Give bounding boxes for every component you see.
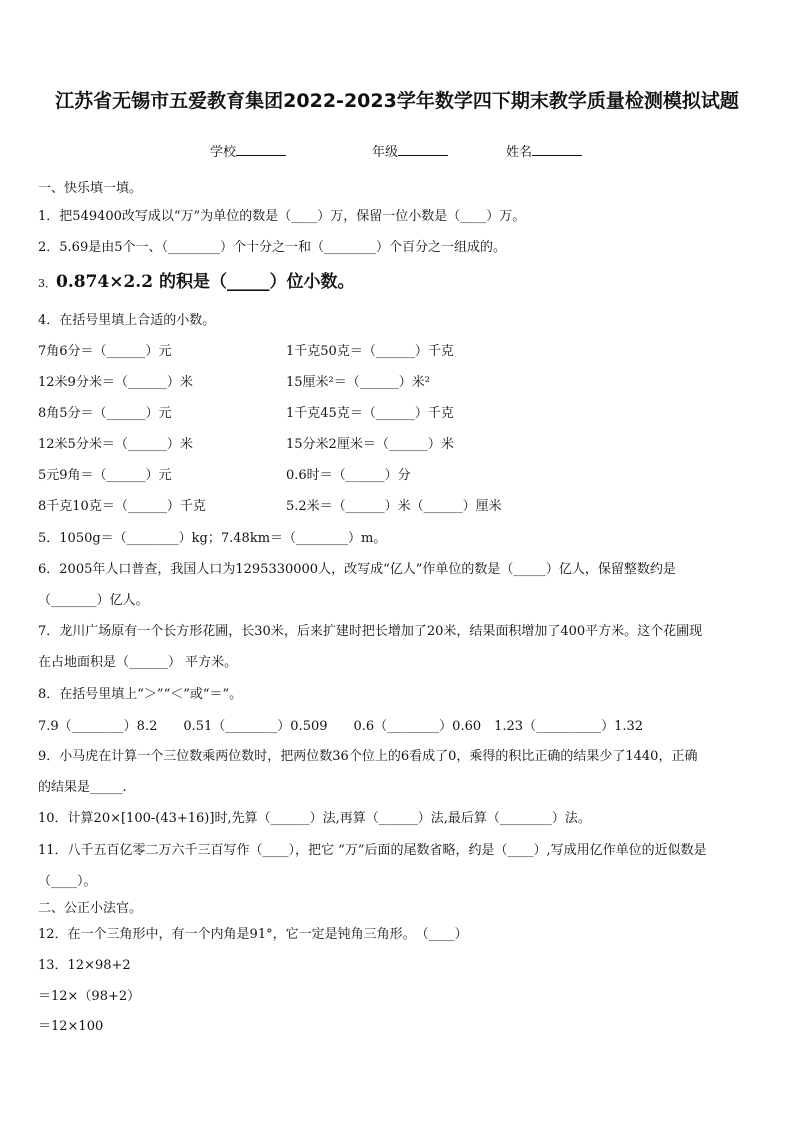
question-9-line-1: 9．小马虎在计算一个三位数乘两位数时，把两位数36个位上的6看成了0，乘得的积比正确的结果少了1440，正确 <box>38 749 698 764</box>
q4-left-item: 8千克10克＝（______）千克 <box>38 499 206 514</box>
q4-right-item: 15分米2厘米＝（______）米 <box>286 437 454 452</box>
grade-blank <box>398 143 448 156</box>
name-label: 姓名 <box>506 145 533 160</box>
school-label: 学校 <box>210 145 237 160</box>
school-blank <box>236 143 286 156</box>
q4-left-item: 12米9分米＝（______）米 <box>38 375 193 390</box>
section-1-heading: 一、快乐填一填。 <box>38 181 143 196</box>
school-field <box>210 141 286 160</box>
section-2-heading: 二、公正小法官。 <box>38 901 143 916</box>
name-field <box>506 141 582 160</box>
question-5: 5．1050g＝（________）kg；7.48km＝（________）m。 <box>38 531 387 546</box>
question-3-text: 0.874×2.2 的积是（_____）位小数。 <box>56 272 355 292</box>
question-2: 2．5.69是由5个一、（________）个十分之一和（________）个百分之一组成的。 <box>38 240 506 255</box>
q4-right-item: 1千克45克＝（______）千克 <box>286 406 454 421</box>
question-12: 12．在一个三角形中，有一个内角是91°，它一定是钝角三角形。 （____） <box>38 927 468 942</box>
q4-left-item: 12米5分米＝（______）米 <box>38 437 193 452</box>
document-title: 江苏省无锡市五爱教育集团2022-2023学年数学四下期末教学质量检测模拟试题 <box>55 90 739 112</box>
q4-right-item: 0.6时＝（______）分 <box>286 468 411 483</box>
q4-right-item: 15厘米²＝（______）米² <box>286 375 430 390</box>
question-8: 8．在括号里填上“＞”“＜”或“＝”。 <box>38 687 243 702</box>
question-11-line-2: （____）。 <box>38 874 97 889</box>
question-8-items: 7.9（________）8.2 0.51（________）0.509 0.6（________）0.60 1.23（__________）1.32 <box>38 719 644 734</box>
question-13-line-1: 13．12×98+2 <box>38 958 131 973</box>
question-10: 10．计算20×[100-(43+16)]时,先算（______）法,再算（______）法,最后算（________）法。 <box>38 811 591 826</box>
name-blank <box>532 143 582 156</box>
question-13-line-2: ＝12×（98+2） <box>38 989 141 1004</box>
question-6-line-1: 6．2005年人口普查，我国人口为1295330000人，改写成“亿人”作单位的数是（_____）亿人，保留整数约是 <box>38 562 676 577</box>
question-1: 1．把549400改写成以“万”为单位的数是（____）万，保留一位小数是（____）万。 <box>38 209 526 224</box>
question-4: 4．在括号里填上合适的小数。 <box>38 313 216 328</box>
q4-left-item: 5元9角＝（______）元 <box>38 468 172 483</box>
question-6-line-2: （_______）亿人。 <box>38 593 149 608</box>
q4-left-item: 7角6分＝（______）元 <box>38 344 172 359</box>
question-7-line-2: 在占地面积是（______） 平方米。 <box>38 655 238 670</box>
q4-right-item: 1千克50克＝（______）千克 <box>286 344 454 359</box>
q4-left-item: 8角5分＝（______）元 <box>38 406 172 421</box>
q4-right-item: 5.2米＝（______）米（______）厘米 <box>286 499 502 514</box>
question-7-line-1: 7．龙川广场原有一个长方形花圃，长30米，后来扩建时把长增加了20米，结果面积增加了400平方米。这个花圃现 <box>38 624 703 639</box>
grade-label: 年级 <box>372 145 399 160</box>
question-13-line-3: ＝12×100 <box>38 1019 104 1034</box>
grade-field <box>372 141 448 160</box>
question-3-number: 3． <box>38 277 56 290</box>
question-9-line-2: 的结果是_____. <box>38 780 127 795</box>
question-3 <box>38 274 354 292</box>
question-11-line-1: 11．八千五百亿零二万六千三百写作（____），把它 “万”后面的尾数省略，约是（____）,写成用亿作单位的近似数是 <box>38 843 707 858</box>
